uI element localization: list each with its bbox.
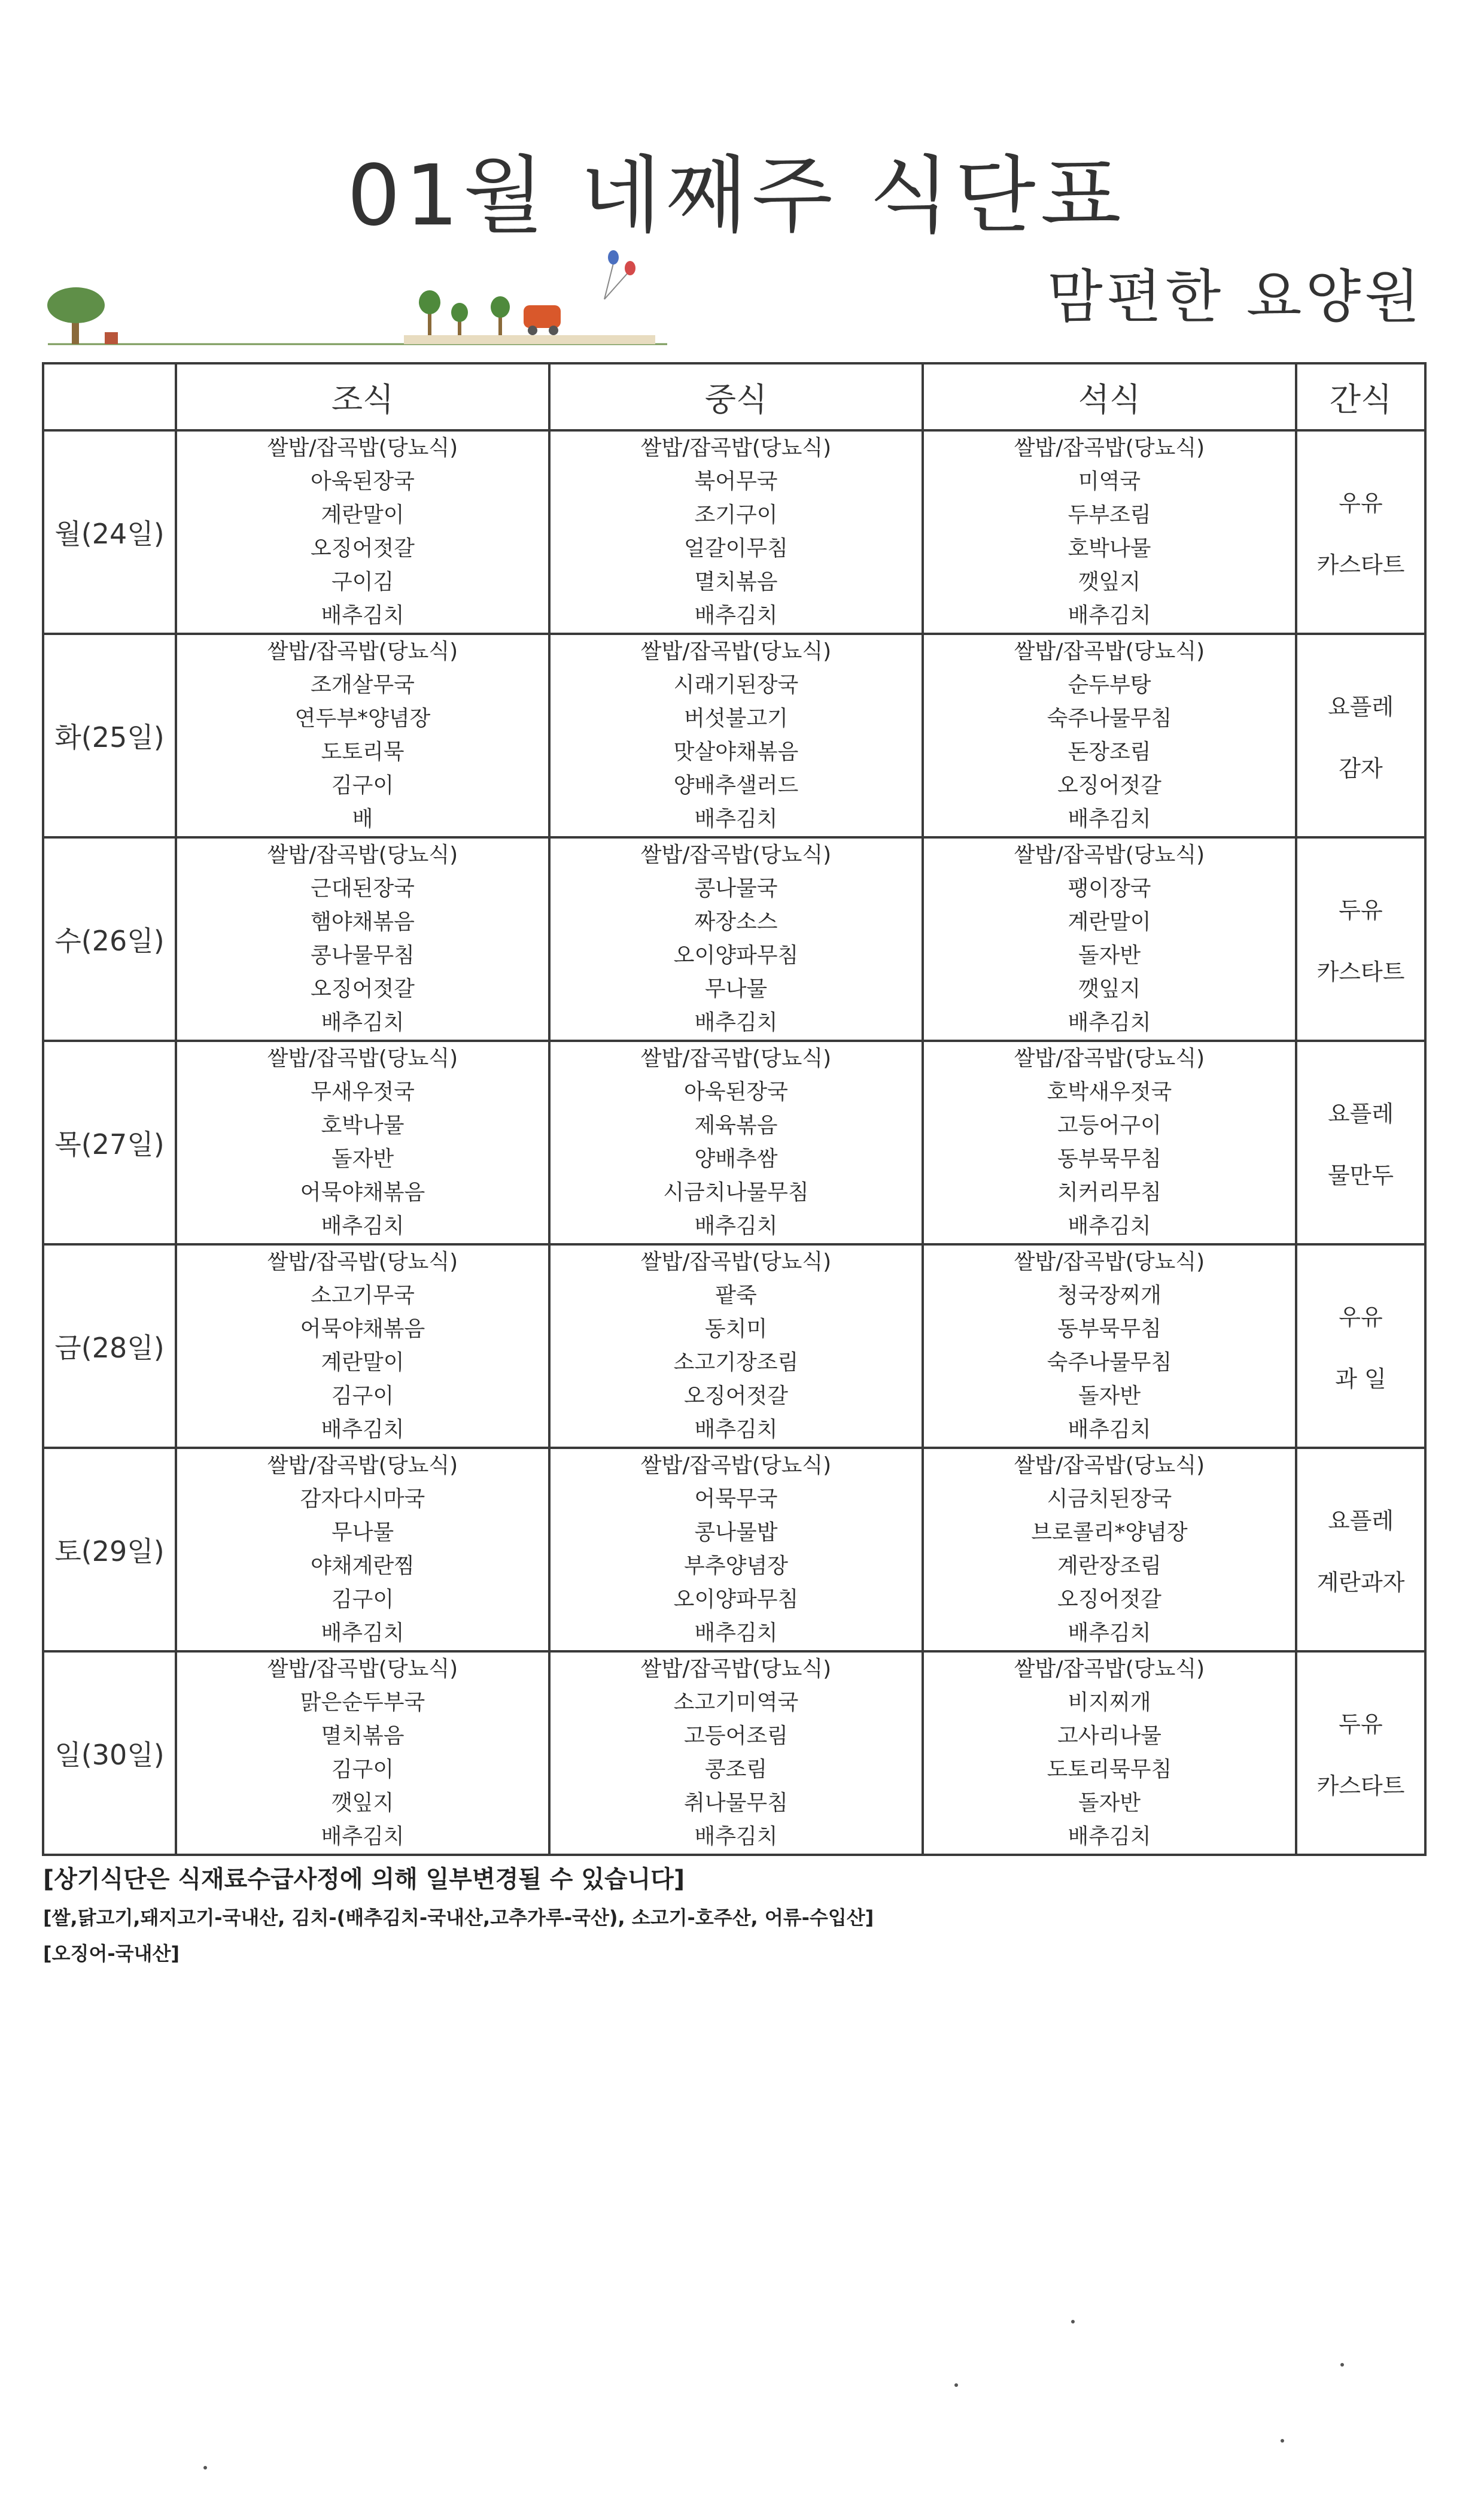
menu-item: 소고기장조림 <box>673 1350 799 1375</box>
day-label: 수(26일) <box>43 837 176 1041</box>
menu-item: 취나물무침 <box>684 1791 788 1815</box>
menu-item: 오징어젓갈 <box>311 536 415 561</box>
menu-item: 쌀밥/잡곡밥(당뇨식) <box>1014 1250 1205 1274</box>
menu-item: 쌀밥/잡곡밥(당뇨식) <box>640 1046 832 1071</box>
menu-item: 맛살야채볶음 <box>673 740 799 764</box>
day-label: 화(25일) <box>43 634 176 837</box>
snack-cell <box>1296 837 1425 1041</box>
scan-speck <box>203 2466 207 2469</box>
menu-item: 돌자반 <box>1078 1791 1141 1815</box>
dinner-cell <box>923 634 1296 837</box>
page-title: 01월 네째주 식단표 <box>347 147 1126 245</box>
menu-item: 쌀밥/잡곡밥(당뇨식) <box>267 1657 458 1681</box>
menu-item: 배추김치 <box>321 1010 405 1035</box>
snack-item: 계란과자 <box>1316 1569 1405 1596</box>
menu-item: 쌀밥/잡곡밥(당뇨식) <box>267 1453 458 1478</box>
menu-item: 쌀밥/잡곡밥(당뇨식) <box>1014 436 1205 460</box>
snack-item: 두유 <box>1339 1711 1383 1738</box>
menu-item: 맑은순두부국 <box>300 1690 425 1715</box>
menu-item: 고등어조림 <box>684 1724 788 1748</box>
day-label: 금(28일) <box>43 1244 176 1448</box>
menu-item: 아욱된장국 <box>684 1080 788 1104</box>
dinner-cell <box>923 1448 1296 1651</box>
snack-item: 두유 <box>1339 897 1383 924</box>
day-row <box>43 1041 1425 1244</box>
menu-item: 콩나물밥 <box>694 1520 778 1545</box>
menu-item: 콩조림 <box>704 1757 768 1782</box>
menu-item: 버섯불고기 <box>684 706 788 731</box>
menu-item: 쌀밥/잡곡밥(당뇨식) <box>267 639 458 664</box>
menu-item: 제육볶음 <box>694 1113 778 1138</box>
snack-item: 과 일 <box>1335 1366 1386 1392</box>
menu-item: 시금치나물무침 <box>663 1180 809 1205</box>
menu-item: 배추김치 <box>694 1621 778 1645</box>
menu-item: 조기구이 <box>694 503 778 527</box>
menu-item: 아욱된장국 <box>311 469 415 494</box>
large-tree-icon <box>47 287 105 344</box>
notice-squid-origin: [오징어-국내산] <box>43 1942 180 1965</box>
snack-header: 간식 <box>1296 363 1425 430</box>
menu-item: 쌀밥/잡곡밥(당뇨식) <box>267 1046 458 1071</box>
menu-item: 배추김치 <box>694 807 778 831</box>
menu-item: 쌀밥/잡곡밥(당뇨식) <box>1014 1657 1205 1681</box>
menu-item: 쌀밥/잡곡밥(당뇨식) <box>1014 639 1205 664</box>
menu-item: 쌀밥/잡곡밥(당뇨식) <box>267 436 458 460</box>
menu-item: 고등어구이 <box>1057 1113 1161 1138</box>
snack-item: 카스타트 <box>1316 552 1405 578</box>
menu-item: 동치미 <box>704 1317 768 1341</box>
menu-item: 오징어젓갈 <box>684 1384 788 1408</box>
menu-item: 쌀밥/잡곡밥(당뇨식) <box>267 843 458 867</box>
menu-item: 청국장찌개 <box>1057 1283 1161 1308</box>
menu-item: 배추김치 <box>1068 1417 1151 1442</box>
snack-cell <box>1296 1651 1425 1855</box>
menu-item: 동부묵무침 <box>1057 1317 1161 1341</box>
menu-item: 쌀밥/잡곡밥(당뇨식) <box>267 1250 458 1274</box>
menu-item: 소고기무국 <box>311 1283 415 1308</box>
menu-item: 배 <box>352 807 373 831</box>
breakfast-cell <box>176 430 549 634</box>
menu-item: 콩나물국 <box>694 876 778 901</box>
scan-speck <box>954 2383 958 2387</box>
lunch-header: 중식 <box>549 363 923 430</box>
menu-item: 부추양념장 <box>684 1554 788 1578</box>
menu-item: 양배추샐러드 <box>673 773 799 798</box>
snack-item: 요플레 <box>1327 1508 1394 1534</box>
notice-change: [상기식단은 식재료수급사정에 의해 일부변경될 수 있습니다] <box>43 1866 685 1893</box>
menu-item: 연두부*양념장 <box>294 706 431 731</box>
menu-item: 배추김치 <box>1068 1010 1151 1035</box>
day-row <box>43 634 1425 837</box>
day-row <box>43 1651 1425 1855</box>
breakfast-cell <box>176 634 549 837</box>
menu-item: 오징어젓갈 <box>1057 773 1161 798</box>
menu-item: 북어무국 <box>694 469 778 494</box>
menu-item: 쌀밥/잡곡밥(당뇨식) <box>640 1453 832 1478</box>
menu-item: 브로콜리*양념장 <box>1031 1520 1188 1545</box>
snack-item: 물만두 <box>1327 1162 1394 1189</box>
dinner-cell <box>923 837 1296 1041</box>
snack-item: 감자 <box>1339 755 1383 782</box>
menu-item: 도토리묵 <box>321 740 405 764</box>
menu-item: 계란장조림 <box>1057 1554 1161 1578</box>
small-trees-icon <box>419 290 510 341</box>
path-strip <box>404 335 655 344</box>
lunch-cell <box>549 1448 923 1651</box>
menu-item: 도토리묵무침 <box>1047 1757 1172 1782</box>
menu-item: 야채계란찜 <box>311 1554 415 1578</box>
lunch-cell <box>549 837 923 1041</box>
balloons-icon <box>604 250 635 299</box>
day-label: 토(29일) <box>43 1448 176 1651</box>
menu-item: 숙주나물무침 <box>1047 706 1172 731</box>
menu-item: 배추김치 <box>321 1417 405 1442</box>
breakfast-cell <box>176 1651 549 1855</box>
day-row <box>43 430 1425 634</box>
menu-body <box>43 430 1425 1855</box>
notes <box>43 1860 874 1975</box>
day-label: 일(30일) <box>43 1651 176 1855</box>
menu-item: 호박나물 <box>1068 536 1151 561</box>
snack-item: 요플레 <box>1327 694 1394 720</box>
snack-item: 카스타트 <box>1316 1773 1405 1799</box>
box-icon <box>105 332 118 344</box>
weekly-menu-table <box>42 362 1427 1856</box>
menu-item: 깻잎지 <box>1078 570 1141 594</box>
menu-item: 계란말이 <box>1068 910 1151 934</box>
menu-item: 동부묵무침 <box>1057 1147 1161 1171</box>
lunch-cell <box>549 1041 923 1244</box>
car-icon <box>524 305 561 335</box>
menu-item: 얼갈이무침 <box>684 536 788 561</box>
menu-item: 양배추쌈 <box>694 1147 778 1171</box>
menu-item: 쌀밥/잡곡밥(당뇨식) <box>1014 1453 1205 1478</box>
lunch-cell <box>549 1651 923 1855</box>
menu-item: 오이양파무침 <box>673 1587 799 1612</box>
menu-item: 깻잎지 <box>1078 977 1141 1001</box>
snack-cell <box>1296 1041 1425 1244</box>
day-row <box>43 1244 1425 1448</box>
menu-item: 소고기미역국 <box>673 1690 799 1715</box>
menu-item: 배추김치 <box>694 603 778 628</box>
decorative-scene-illustration <box>45 239 667 359</box>
corner-header <box>43 363 176 430</box>
menu-item: 돌자반 <box>1078 1384 1141 1408</box>
header-row <box>43 363 1425 430</box>
menu-item: 배추김치 <box>1068 603 1151 628</box>
menu-item: 호박나물 <box>321 1113 405 1138</box>
menu-item: 배추김치 <box>694 1010 778 1035</box>
menu-item: 배추김치 <box>1068 807 1151 831</box>
menu-item: 돈장조림 <box>1068 740 1151 764</box>
menu-item: 멸치볶음 <box>694 570 778 594</box>
facility-name: 맘편한 요양원 <box>1047 263 1424 330</box>
breakfast-cell <box>176 837 549 1041</box>
menu-item: 깻잎지 <box>331 1791 394 1815</box>
menu-item: 어묵야채볶음 <box>300 1317 425 1341</box>
menu-item: 무나물 <box>331 1520 394 1545</box>
menu-item: 쌀밥/잡곡밥(당뇨식) <box>640 1657 832 1681</box>
scan-speck <box>1071 2320 1075 2323</box>
menu-item: 돌자반 <box>331 1147 394 1171</box>
menu-item: 두부조림 <box>1068 503 1151 527</box>
day-label: 월(24일) <box>43 430 176 634</box>
menu-item: 배추김치 <box>1068 1824 1151 1849</box>
menu-item: 콩나물무침 <box>311 943 415 968</box>
menu-item: 쌀밥/잡곡밥(당뇨식) <box>1014 1046 1205 1071</box>
breakfast-cell <box>176 1448 549 1651</box>
menu-item: 무새우젓국 <box>311 1080 415 1104</box>
menu-item: 계란말이 <box>321 503 405 527</box>
menu-item: 순두부탕 <box>1068 673 1151 697</box>
notice-origin: [쌀,닭고기,돼지고기-국내산, 김치-(배추김치-국내산,고추가루-국산), 소고기-호주산, 어류-수입산] <box>43 1906 874 1929</box>
menu-item: 김구이 <box>331 773 394 798</box>
breakfast-cell <box>176 1244 549 1448</box>
menu-item: 구이김 <box>331 570 394 594</box>
menu-item: 배추김치 <box>694 1417 778 1442</box>
menu-item: 쌀밥/잡곡밥(당뇨식) <box>1014 843 1205 867</box>
menu-item: 오이양파무침 <box>673 943 799 968</box>
menu-item: 쌀밥/잡곡밥(당뇨식) <box>640 843 832 867</box>
menu-item: 비지찌개 <box>1068 1690 1151 1715</box>
menu-item: 조개살무국 <box>311 673 415 697</box>
menu-item: 오징어젓갈 <box>311 977 415 1001</box>
menu-item: 무나물 <box>704 977 768 1001</box>
snack-item: 우유 <box>1339 490 1383 517</box>
menu-item: 치커리무침 <box>1057 1180 1161 1205</box>
breakfast-cell <box>176 1041 549 1244</box>
snack-item: 요플레 <box>1327 1101 1394 1127</box>
lunch-cell <box>549 430 923 634</box>
menu-item: 쌀밥/잡곡밥(당뇨식) <box>640 436 832 460</box>
snack-cell <box>1296 634 1425 837</box>
dinner-header: 석식 <box>923 363 1296 430</box>
menu-item: 고사리나물 <box>1057 1724 1161 1748</box>
menu-item: 배추김치 <box>1068 1621 1151 1645</box>
menu-item: 김구이 <box>331 1757 394 1782</box>
snack-cell <box>1296 1448 1425 1651</box>
snack-cell <box>1296 430 1425 634</box>
scan-speck <box>1281 2439 1284 2443</box>
menu-item: 배추김치 <box>321 603 405 628</box>
menu-item: 미역국 <box>1078 469 1141 494</box>
menu-item: 배추김치 <box>321 1621 405 1645</box>
snack-item: 우유 <box>1339 1304 1383 1331</box>
dinner-cell <box>923 1041 1296 1244</box>
menu-item: 돌자반 <box>1078 943 1141 968</box>
dinner-cell <box>923 1651 1296 1855</box>
menu-item: 배추김치 <box>1068 1214 1151 1238</box>
menu-item: 팽이장국 <box>1068 876 1151 901</box>
menu-item: 시래기된장국 <box>673 673 799 697</box>
menu-item: 배추김치 <box>694 1214 778 1238</box>
menu-item: 쌀밥/잡곡밥(당뇨식) <box>640 1250 832 1274</box>
menu-item: 햄야채볶음 <box>311 910 415 934</box>
menu-item: 감자다시마국 <box>300 1487 425 1511</box>
menu-item: 멸치볶음 <box>321 1724 405 1748</box>
menu-item: 어묵무국 <box>694 1487 778 1511</box>
menu-item: 숙주나물무침 <box>1047 1350 1172 1375</box>
menu-item: 배추김치 <box>321 1214 405 1238</box>
menu-item: 김구이 <box>331 1587 394 1612</box>
menu-item: 팥죽 <box>715 1283 757 1308</box>
menu-item: 시금치된장국 <box>1047 1487 1172 1511</box>
menu-item: 김구이 <box>331 1384 394 1408</box>
day-row <box>43 837 1425 1041</box>
menu-item: 호박새우젓국 <box>1047 1080 1172 1104</box>
scan-speck <box>1340 2363 1344 2367</box>
lunch-cell <box>549 634 923 837</box>
day-row <box>43 1448 1425 1651</box>
snack-cell <box>1296 1244 1425 1448</box>
dinner-cell <box>923 1244 1296 1448</box>
day-label: 목(27일) <box>43 1041 176 1244</box>
menu-item: 계란말이 <box>321 1350 405 1375</box>
dinner-cell <box>923 430 1296 634</box>
snack-item: 카스타트 <box>1316 959 1405 985</box>
menu-item: 근대된장국 <box>311 876 415 901</box>
menu-item: 어묵야채볶음 <box>300 1180 425 1205</box>
menu-item: 배추김치 <box>694 1824 778 1849</box>
menu-item: 배추김치 <box>321 1824 405 1849</box>
lunch-cell <box>549 1244 923 1448</box>
menu-item: 오징어젓갈 <box>1057 1587 1161 1612</box>
breakfast-header: 조식 <box>176 363 549 430</box>
menu-item: 짜장소스 <box>694 910 778 934</box>
menu-item: 쌀밥/잡곡밥(당뇨식) <box>640 639 832 664</box>
